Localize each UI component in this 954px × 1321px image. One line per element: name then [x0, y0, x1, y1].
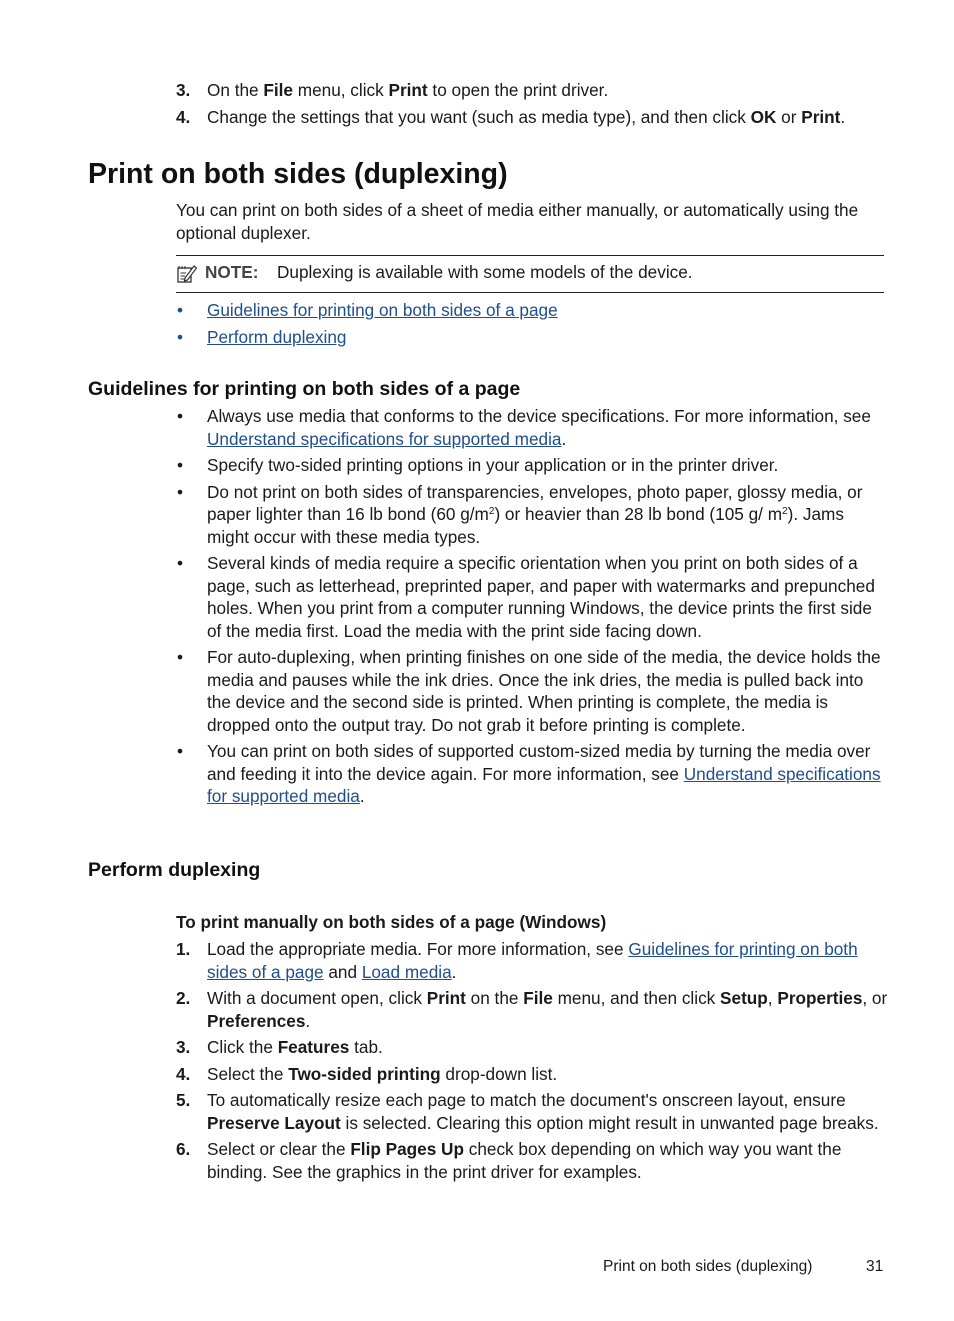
list-item — [176, 481, 888, 549]
step-number: 2. — [176, 988, 191, 1008]
ui-term: Preserve Layout — [207, 1112, 341, 1133]
intro-paragraph: You can print on both sides of a sheet of media either manually, or automatically using the optional duplexer. — [176, 200, 859, 243]
step-text: Select the — [207, 1063, 289, 1084]
step-text: on the — [465, 988, 524, 1008]
ui-term: OK — [750, 106, 777, 127]
list-text: For auto-duplexing, when printing finishes on one side of the media, the device holds the media and pauses while the ink dries. Once the ink dries, the media is pulled back into the device and the second side is printed. When printing is complete, the media is dropped onto the output tray. Do not grab it before printing is complete. — [207, 647, 881, 735]
step-item — [176, 1089, 888, 1134]
bullet: • — [177, 647, 184, 667]
link-understand-specifications[interactable]: Understand specifications for supported media — [207, 763, 881, 806]
step-text: , — [767, 988, 778, 1008]
step-text: To automatically resize each page to match the document's onscreen layout, ensure — [207, 1090, 846, 1110]
step-number: 6. — [176, 1139, 191, 1159]
list-item — [176, 326, 888, 349]
note-pencil-icon — [176, 263, 198, 285]
list-item — [176, 646, 888, 736]
step-number: 4. — [176, 1063, 191, 1084]
step-text: menu, and then click — [552, 988, 721, 1008]
note-label: NOTE: — [205, 262, 259, 282]
list-text: You can print on both sides of supported custom-sized media by turning the media over and feeding it into the device again. For more information, see — [207, 741, 871, 784]
step-item — [176, 938, 888, 983]
superscript: 2 — [488, 506, 495, 517]
ui-term: Setup — [720, 988, 768, 1008]
section-links-list — [176, 299, 888, 348]
ui-term: Print — [801, 106, 841, 127]
bullet: • — [177, 741, 184, 761]
list-text: Several kinds of media require a specific orientation when you print on both sides of a page, such as letterhead, preprinted paper, and paper with watermarks and prepunched holes. When you print from a computer running Windows, the device prints the first side of the media first. Load the media with the print side facing down. — [207, 553, 875, 641]
note-box — [176, 255, 884, 293]
step-text: drop-down list. — [440, 1063, 558, 1084]
link-perform-duplexing[interactable]: Perform duplexing — [207, 326, 347, 347]
list-item — [176, 740, 888, 808]
step-text: With a document open, click — [207, 988, 427, 1008]
link-load-media[interactable]: Load media — [361, 961, 452, 982]
ui-term: Print — [388, 80, 428, 100]
link-understand-specifications[interactable]: Understand specifications for supported media — [207, 428, 562, 449]
step-number: 3. — [176, 80, 191, 100]
step-text: to open the print driver. — [427, 80, 609, 100]
list-text: Do not print on both sides of transparencies, envelopes, photo paper, glossy media, or paper lighter than 16 lb bond (60 g/m — [207, 481, 863, 524]
step-item — [176, 987, 888, 1032]
step-text: Click the — [207, 1037, 278, 1057]
step-text: , or — [862, 988, 888, 1008]
step-text: and — [323, 961, 362, 982]
step-text: check box depending on which way you want the binding. See the graphics in the print driver for examples. — [207, 1139, 842, 1182]
step-item — [176, 1138, 888, 1183]
step-item — [176, 79, 888, 102]
list-text: . — [561, 428, 567, 449]
step-text: . — [451, 961, 457, 982]
step-text: . — [840, 106, 846, 127]
footer-section-title: Print on both sides (duplexing) — [603, 1258, 813, 1275]
step-item — [176, 1036, 888, 1059]
step-item — [176, 1063, 888, 1086]
list-text: Always use media that conforms to the device specifications. For more information, see — [207, 406, 871, 426]
ui-term: Properties — [777, 988, 863, 1008]
ui-term: Flip Pages Up — [350, 1139, 464, 1159]
page-title: Print on both sides (duplexing) — [88, 158, 508, 190]
bullet: • — [177, 406, 184, 426]
step-text: . — [305, 1010, 311, 1031]
ui-term: Features — [277, 1037, 350, 1057]
guidelines-list — [176, 405, 888, 808]
procedure-steps-list — [176, 938, 888, 1183]
link-guidelines[interactable]: Guidelines for printing on both sides of a page — [207, 300, 558, 320]
ui-term: File — [523, 988, 553, 1008]
step-text: menu, click — [292, 80, 389, 100]
bullet: • — [177, 553, 184, 573]
step-text: or — [776, 106, 802, 127]
list-text: ). Jams might occur with these media types. — [207, 504, 844, 547]
page-number: 31 — [866, 1258, 884, 1275]
section-heading-guidelines: Guidelines for printing on both sides of a page — [88, 378, 521, 400]
bullet: • — [177, 455, 184, 475]
superscript: 2 — [782, 506, 788, 517]
step-text: Select or clear the — [207, 1139, 351, 1159]
list-item — [176, 552, 888, 642]
list-item — [176, 405, 888, 450]
step-number: 1. — [176, 939, 191, 959]
ui-term: Two-sided printing — [288, 1063, 441, 1084]
step-item — [176, 106, 888, 129]
step-text: tab. — [349, 1037, 383, 1057]
ui-term: File — [263, 80, 293, 100]
step-text: Change the settings that you want (such as media type), and then click — [207, 106, 751, 127]
step-number: 4. — [176, 106, 191, 127]
link-guidelines[interactable]: Guidelines for printing on both sides of a page — [207, 939, 858, 982]
top-steps-list — [176, 79, 888, 128]
ui-term: Preferences — [207, 1010, 306, 1031]
step-text: Load the appropriate media. For more information, see — [207, 939, 629, 959]
ui-term: Print — [426, 988, 466, 1008]
list-item — [176, 454, 888, 477]
step-number: 5. — [176, 1090, 191, 1110]
bullet: • — [177, 481, 184, 502]
list-text: ) or heavier than 28 lb bond (105 g/ m — [494, 504, 783, 524]
section-heading-perform-duplexing: Perform duplexing — [88, 859, 261, 881]
bullet: • — [177, 326, 184, 347]
step-number: 3. — [176, 1037, 191, 1057]
procedure-title: To print manually on both sides of a page (Windows) — [176, 912, 607, 932]
list-item — [176, 299, 888, 322]
note-text: Duplexing is available with some models of the device. — [277, 262, 693, 282]
bullet: • — [177, 300, 184, 320]
list-text: Specify two-sided printing options in your application or in the printer driver. — [207, 455, 779, 475]
step-text: On the — [207, 80, 264, 100]
step-text: is selected. Clearing this option might result in unwanted page breaks. — [340, 1112, 879, 1133]
list-text: . — [359, 786, 365, 806]
